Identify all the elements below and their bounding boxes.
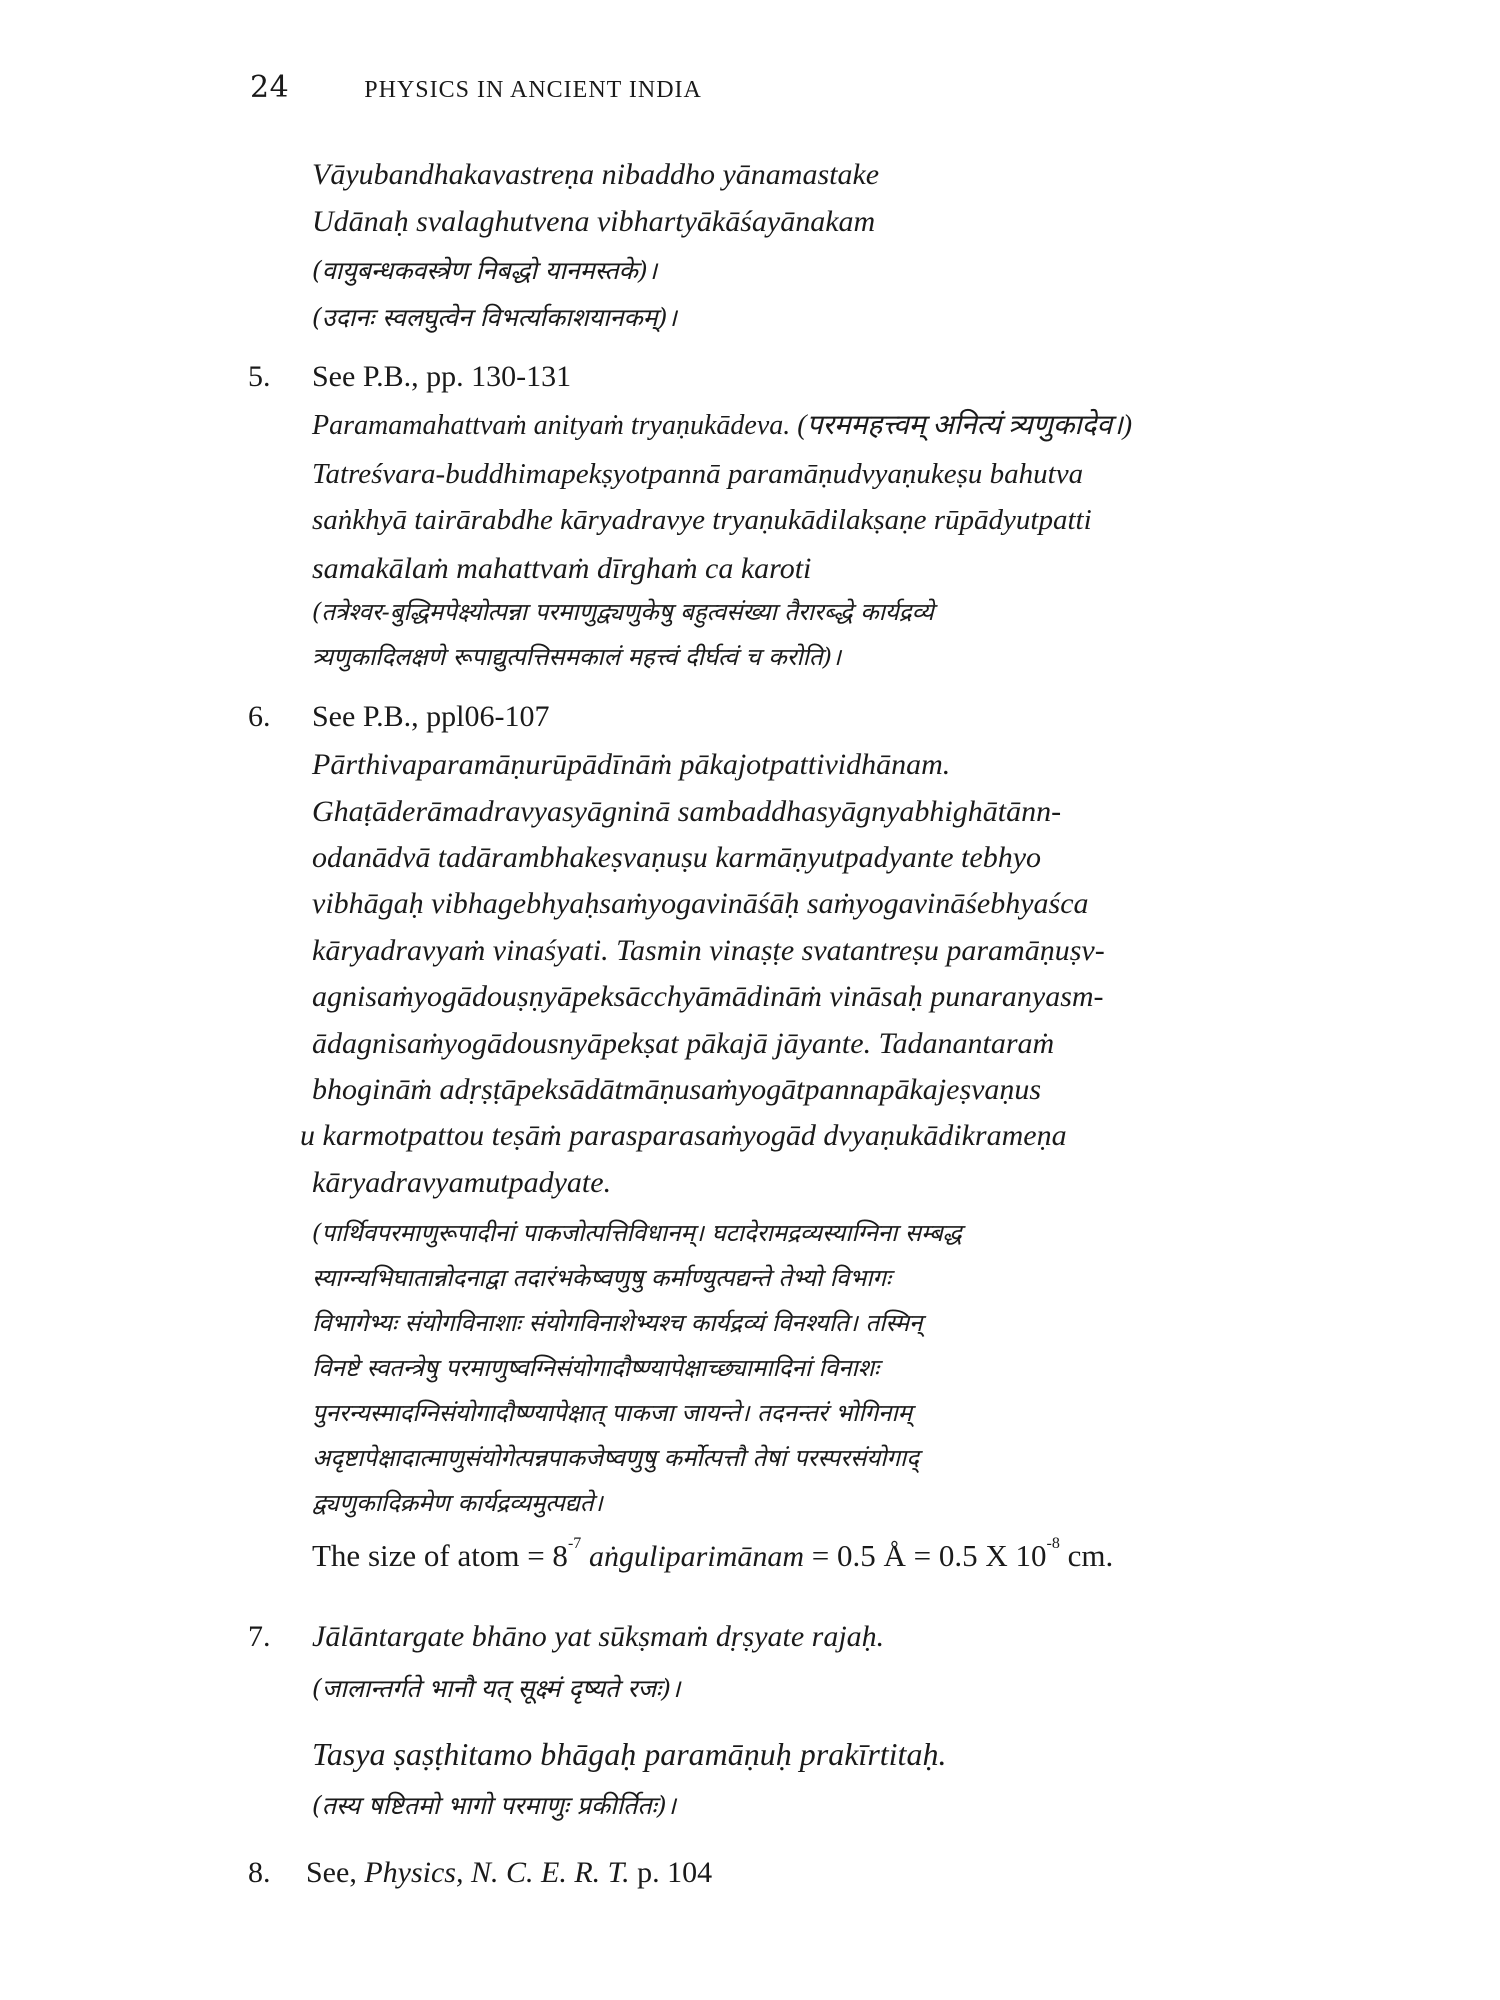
note-7-line-1: Jālāntargate bhāno yat sūkṣmaṁ dṛṣyate rajaḥ. <box>312 1620 885 1653</box>
intro-line-4: (उदानः स्वलघुत्वेन विभर्त्याकाशयानकम्)। <box>312 303 677 332</box>
note-8-ref-title: Physics, N. C. E. R. T. <box>364 1856 630 1889</box>
note-7-line-4: (तस्य षष्टितमो भागो परमाणुः प्रकीर्तितः)। <box>312 1791 676 1820</box>
note-6-line-12: स्याग्न्यभिघातान्नोदनाद्वा तदारंभकेष्वणुषु कर्माण्युत्पद्यन्ते तेभ्यो विभागः <box>312 1264 891 1292</box>
note-6-line-16: अदृष्टापेक्षादात्माणुसंयोगेत्पन्नपाकजेष्वणुषु कर्मोत्पत्तौ तेषां परस्परसंयोगाद् <box>312 1444 919 1472</box>
atom-size-prefix: The size of atom = 8 <box>312 1538 568 1573</box>
note-6-line-1: Pārthivaparamāṇurūpādīnāṁ pākajotpattividhānam. <box>312 748 951 781</box>
atom-size-exp-2: -8 <box>1046 1535 1060 1552</box>
note-6-line-14: विनष्टे स्वतन्त्रेषु परमाणुष्वग्निसंयोगादौष्ण्यापेक्षाच्छ्यामादिनां विनाशः <box>312 1354 879 1382</box>
note-6-number: 6. <box>248 700 271 733</box>
note-6-line-8: bhogināṁ adṛṣṭāpeksādātmāṇusaṁyogātpannapākajeṣvaṇus <box>312 1073 1042 1106</box>
intro-line-3: (वायुबन्धकवस्त्रेण निबद्धो यानमस्तके)। <box>312 256 658 285</box>
note-6-line-9: u karmotpattou teṣāṁ parasparasaṁyogād dvyaṇukādikrameṇa <box>300 1119 1067 1152</box>
note-5-heading: See P.B., pp. 130-131 <box>312 360 572 393</box>
intro-line-2: Udānaḥ svalaghutvena vibhartyākāśayānakam <box>312 205 876 238</box>
note-6-line-3: odanādvā tadārambhakeṣvaṇuṣu karmāṇyutpadyante tebhyo <box>312 841 1042 874</box>
note-7-number: 7. <box>248 1620 271 1653</box>
note-6-line-11: (पार्थिवपरमाणुरूपादीनां पाकजोत्पत्तिविधानम्। घटादेरामद्रव्यस्याग्निना सम्बद्ध <box>312 1219 962 1247</box>
note-7-line-2: (जालान्तर्गते भानौ यत् सूक्ष्मं दृष्यते रजः)। <box>312 1674 681 1703</box>
atom-size-line <box>312 1535 1114 1573</box>
intro-line-1: Vāyubandhakavastreṇa nibaddho yānamastake <box>312 158 880 191</box>
note-6-line-7: ādagnisaṁyogādousnyāpekṣat pākajā jāyante. Tadanantaraṁ <box>312 1027 1055 1060</box>
note-6-heading: See P.B., ppl06-107 <box>312 700 550 733</box>
running-title: PHYSICS IN ANCIENT INDIA <box>364 77 702 103</box>
note-5-line-2: Tatreśvara-buddhimapekṣyotpannā paramāṇudvyaṇukeṣu bahutva <box>312 458 1084 490</box>
note-8-reference <box>306 1858 712 1888</box>
note-5-line-5: (तत्रेश्वर-बुद्धिमपेक्ष्योत्पन्ना परमाणुद्व्यणुकेषु बहुत्वसंख्या तैरारब्द्धे कार्यद्रव्ये <box>312 598 934 626</box>
atom-size-unit: aṅguliparimānam <box>589 1540 805 1573</box>
note-6-line-10: kāryadravyamutpadyate. <box>312 1166 612 1199</box>
note-6-line-6: agnisaṁyogādouṣṇyāpeksācchyāmādināṁ vināsaḥ punaranyasm- <box>312 980 1104 1013</box>
note-8-number: 8. <box>248 1856 271 1889</box>
note-6-line-17: द्व्यणुकादिक्रमेण कार्यद्रव्यमुत्पद्यते। <box>312 1489 603 1517</box>
note-5-line-1: Paramamahattvaṁ anityaṁ tryaṇukādeva. (परममहत्त्वम् अनित्यं त्र्यणुकादेव।) <box>312 410 1133 441</box>
page-number: 24 <box>250 70 290 105</box>
atom-size-suffix: cm. <box>1059 1538 1114 1573</box>
note-6-line-5: kāryadravyaṁ vinaśyati. Tasmin vinaṣṭe svatantreṣu paramāṇuṣv- <box>312 934 1105 967</box>
note-8-ref-prefix: See, <box>306 1856 365 1889</box>
note-7-line-3: Tasya ṣaṣṭhitamo bhāgaḥ paramāṇuḥ prakīrtitaḥ. <box>312 1736 947 1772</box>
note-5-line-3: saṅkhyā tairārabdhe kāryadravye tryaṇukādilakṣaṇe rūpādyutpatti <box>312 504 1092 536</box>
note-6-line-13: विभागेभ्यः संयोगविनाशाः संयोगविनाशेभ्यश्च कार्यद्रव्यं विनश्यति। तस्मिन् <box>312 1309 923 1337</box>
atom-size-equals: = 0.5 Å = 0.5 X 10 <box>804 1538 1047 1573</box>
note-8-ref-page: p. 104 <box>629 1856 713 1889</box>
note-6-line-4: vibhāgaḥ vibhagebhyaḥsaṁyogavināśāḥ saṁyogavināśebhyaśca <box>312 887 1089 920</box>
note-6-line-15: पुनरन्यस्मादग्निसंयोगादौष्ण्यापेक्षात् पाकजा जायन्ते। तदनन्तरं भोगिनाम् <box>312 1399 913 1427</box>
note-5-line-6: त्र्यणुकादिलक्षणे रूपाद्युत्पत्तिसमकालं महत्त्वं दीर्घत्वं च करोति)। <box>312 643 842 671</box>
page-header <box>250 70 702 105</box>
note-6-line-2: Ghaṭāderāmadravyasyāgninā sambaddhasyāgnyabhighātānn- <box>312 795 1062 828</box>
atom-size-exp-1: -7 <box>567 1535 582 1552</box>
note-5-line-4: samakālaṁ mahattvaṁ dīrghaṁ ca karoti <box>312 552 812 585</box>
note-5-number: 5. <box>248 360 271 393</box>
